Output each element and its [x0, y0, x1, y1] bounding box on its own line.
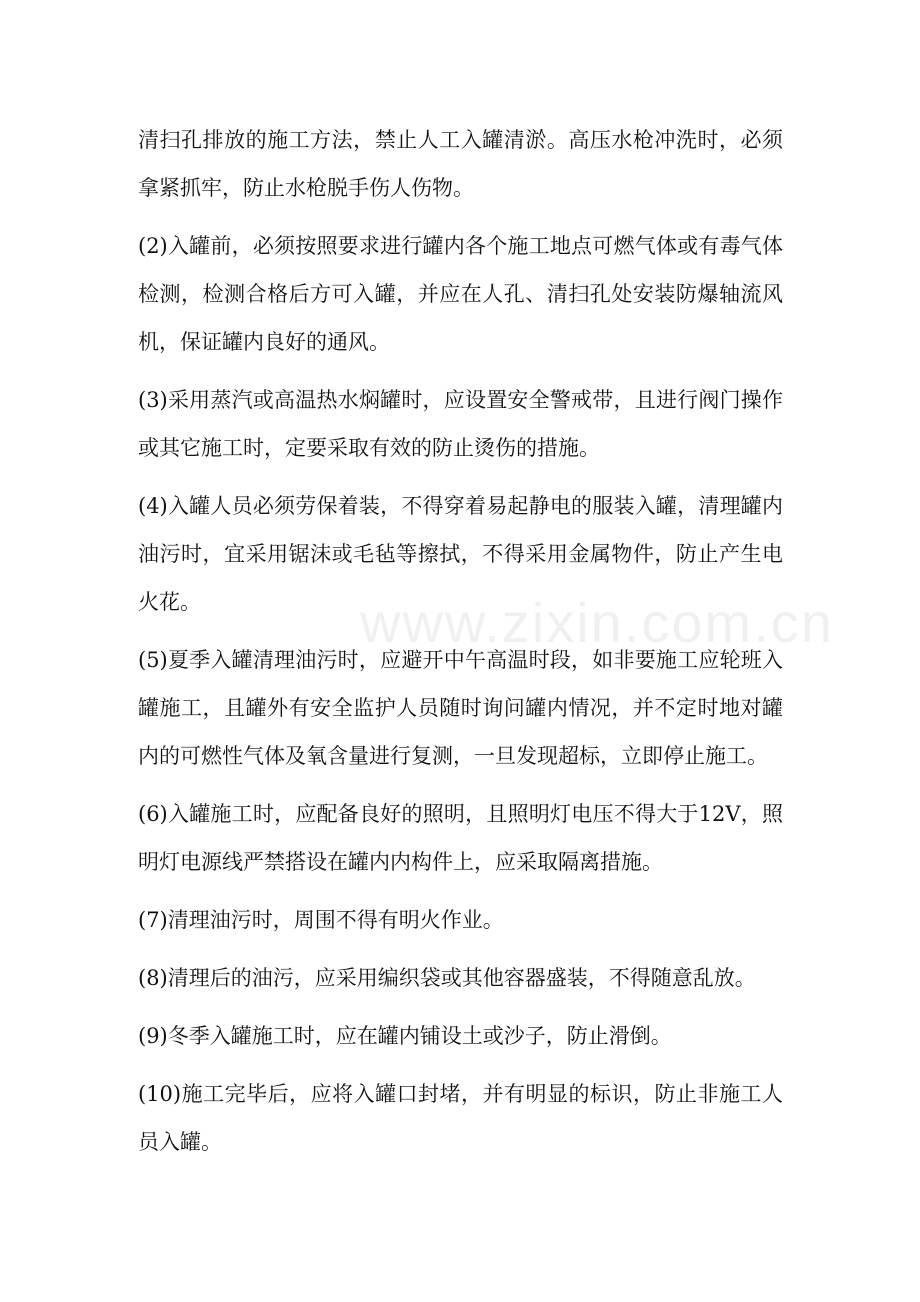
paragraph-item-5: (5)夏季入罐清理油污时，应避开中午高温时段，如非要施工应轮班入罐施工，且罐外有安全监护人员随时询问罐内情况，并不定时地对罐内的可燃性气体及氧含量进行复测，一旦发现超标，立即停止施工。 [138, 648, 783, 768]
paragraph-item-2: (2)入罐前，必须按照要求进行罐内各个施工地点可燃气体或有毒气体检测，检测合格后方可入罐，并应在人孔、清扫孔处安装防爆轴流风机，保证罐内良好的通风。 [138, 234, 783, 354]
paragraph-item-6: (6)入罐施工时，应配备良好的照明，且照明灯电压不得大于12V，照明灯电源线严禁搭设在罐内内构件上，应采取隔离措施。 [138, 802, 783, 874]
paragraph-continuation: 清扫孔排放的施工方法，禁止人工入罐清淤。高压水枪冲洗时，必须拿紧抓牢，防止水枪脱手伤人伤物。 [138, 128, 783, 200]
paragraph-item-10: (10)施工完毕后，应将入罐口封堵，并有明显的标识，防止非施工人员入罐。 [138, 1082, 783, 1154]
paragraph-item-3: (3)采用蒸汽或高温热水焖罐时，应设置安全警戒带，且进行阀门操作或其它施工时，定要采取有效的防止烫伤的措施。 [138, 388, 783, 460]
paragraph-item-8: (8)清理后的油污，应采用编织袋或其他容器盛装，不得随意乱放。 [138, 966, 756, 990]
paragraph-item-9: (9)冬季入罐施工时，应在罐内铺设土或沙子，防止滑倒。 [138, 1024, 672, 1048]
paragraph-item-7: (7)清理油污时，周围不得有明火作业。 [138, 908, 504, 932]
paragraph-item-4: (4)入罐人员必须劳保着装，不得穿着易起静电的服装入罐，清理罐内油污时，宜采用锯沫或毛毡等擦拭，不得采用金属物件，防止产生电火花。 [138, 494, 783, 614]
watermark: www.zixin.com.cn [360, 591, 834, 654]
document-body [138, 116, 783, 1176]
